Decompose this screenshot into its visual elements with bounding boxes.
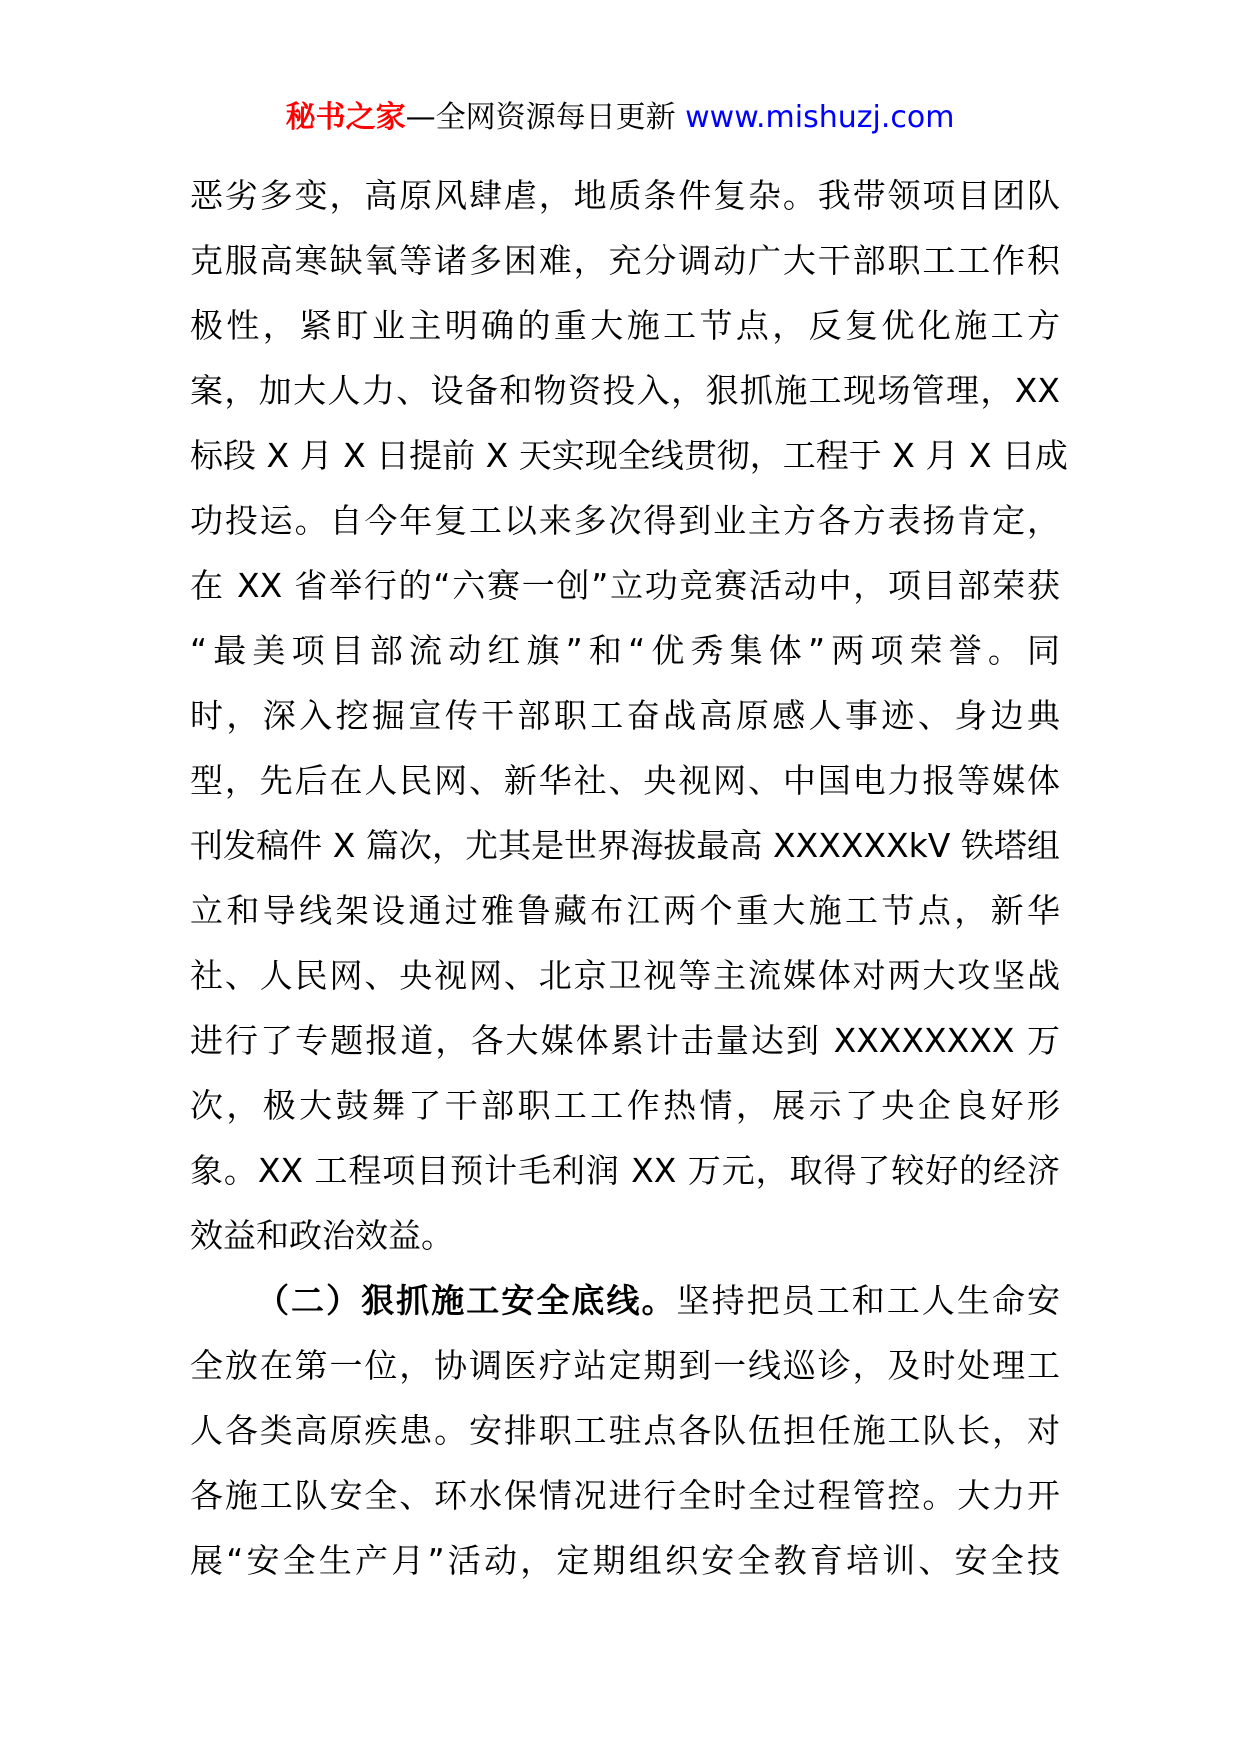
brand-name: 秘书之家 <box>285 100 406 135</box>
body-line: 象。XX 工程项目预计毛利润 XX 万元，取得了较好的经济 <box>190 1151 1060 1190</box>
body-line: 极性，紧盯业主明确的重大施工节点，反复优化施工方 <box>190 306 1060 345</box>
body-line: 恶劣多变，高原风肆虐，地质条件复杂。我带领项目团队 <box>190 176 1060 215</box>
body-line: 立和导线架设通过雅鲁藏布江两个重大施工节点，新华 <box>190 891 1060 930</box>
body-line: 刊发稿件 X 篇次，尤其是世界海拔最高 XXXXXXkV 铁塔组 <box>190 826 1060 865</box>
body-line: 展“安全生产月”活动，定期组织安全教育培训、安全技 <box>190 1541 1060 1580</box>
section-2-heading: （二）狠抓施工安全底线。 <box>256 1281 677 1320</box>
body-line: 功投运。自今年复工以来多次得到业主方各方表扬肯定， <box>190 501 1060 540</box>
body-line: 在 XX 省举行的“六赛一创”立功竞赛活动中，项目部荣获 <box>190 566 1060 605</box>
body-line: 全放在第一位，协调医疗站定期到一线巡诊，及时处理工 <box>190 1346 1060 1385</box>
body-line: 案，加大人力、设备和物资投入，狠抓施工现场管理，XX <box>190 371 1060 410</box>
body-line: 型，先后在人民网、新华社、央视网、中国电力报等媒体 <box>190 761 1060 800</box>
body-line: 次，极大鼓舞了干部职工工作热情，展示了央企良好形 <box>190 1086 1060 1125</box>
body-line: 进行了专题报道，各大媒体累计击量达到 XXXXXXXX 万 <box>190 1021 1060 1060</box>
body-line: 各施工队安全、环水保情况进行全时全过程管控。大力开 <box>190 1476 1060 1515</box>
body-line: 时，深入挖掘宣传干部职工奋战高原感人事迹、身边典 <box>190 696 1060 735</box>
section-2-first-line <box>190 1268 1060 1333</box>
header-tagline: —全网资源每日更新 <box>405 100 686 135</box>
document-body <box>190 163 1068 1593</box>
body-line: 效益和政治效益。 <box>190 1216 454 1255</box>
body-line: “最美项目部流动红旗”和“优秀集体”两项荣誉。同 <box>190 631 1060 670</box>
section-2-first-line-text: 坚持把员工和工人生命安 <box>676 1281 1061 1320</box>
body-line: 社、人民网、央视网、北京卫视等主流媒体对两大攻坚战 <box>190 956 1060 995</box>
body-line: 人各类高原疾患。安排职工驻点各队伍担任施工队长，对 <box>190 1411 1060 1450</box>
body-line: 标段 X 月 X 日提前 X 天实现全线贯彻，工程于 X 月 X 日成 <box>190 436 1068 475</box>
body-line: 克服高寒缺氧等诸多困难，充分调动广大干部职工工作积 <box>190 241 1060 280</box>
site-url: www.mishuzj.com <box>685 100 955 135</box>
site-header <box>0 98 1240 138</box>
